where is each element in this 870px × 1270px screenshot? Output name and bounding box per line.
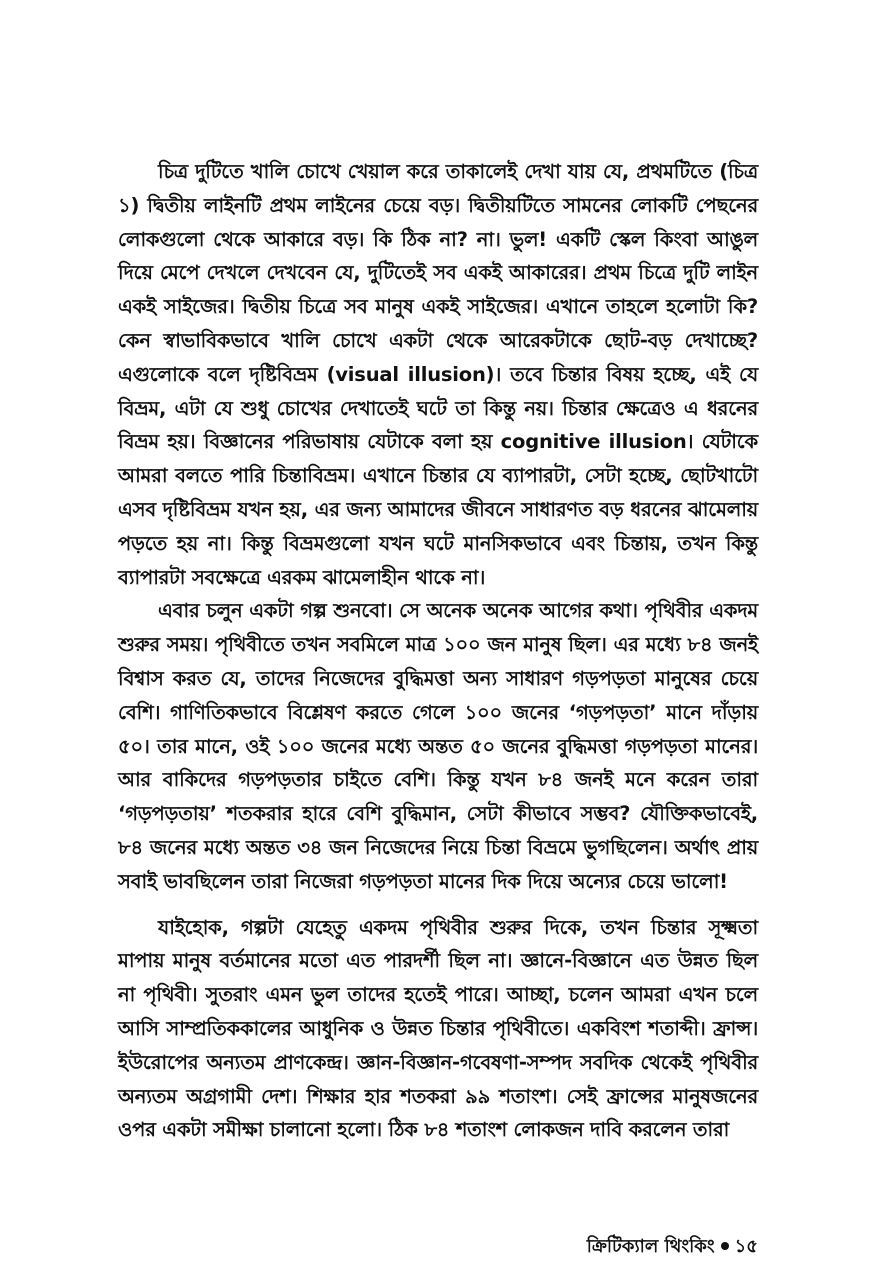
page-number: ১৫ — [734, 1236, 758, 1257]
paragraph-3: যাইহোক, গল্পটা যেহেতু একদম পৃথিবীর শুরুর দিকে, তখন চিন্তার সূক্ষ্মতা মাপায় মানুষ বর্তমানের মতো এত পারদর্শী ছিল না। জ্ঞানে-বিজ্ঞানে এত উন্নত ছিল না পৃথিবী। সুতরাং এমন ভুল তাদের হতেই পারে। আচ্ছা, চলেন আমরা এখন চলে আসি সাম্প্রতিককালের আধুনিক ও উন্নত চিন্তার পৃথিবীতে। একবিংশ শতাব্দী। ফ্রান্স। ইউরোপের অন্যতম প্রাণকেন্দ্র। জ্ঞান-বিজ্ঞান-গবেষণা-সম্পদ সবদিক থেকেই পৃথিবীর অন্যতম অগ্রগামী দেশ। শিক্ষার হার শতকরা ৯৯ শতাংশ। সেই ফ্রান্সের মানুষজনের ওপর একটা সমীক্ষা চালানো হলো। ঠিক ৮৪ শতাংশ লোকজন দাবি করলেন তারা — [118, 915, 758, 1142]
bullet-icon — [721, 1242, 729, 1250]
paragraph-2: এবার চলুন একটা গল্প শুনবো। সে অনেক অনেক আগের কথা। পৃথিবীর একদম শুরুর সময়। পৃথিবীতে তখন সবমিলে মাত্র ১০০ জন মানুষ ছিল। এর মধ্যে ৮৪ জনই বিশ্বাস করত যে, তাদের নিজেদের বুদ্ধিমত্তা অন্য সাধারণ গড়পড়তা মানুষের চেয়ে বেশি। গাণিতিকভাবে বিশ্লেষণ করতে গেলে ১০০ জনের ‘গড়পড়তা’ মানে দাঁড়ায় ৫০। তার মানে, ওই ১০০ জনের মধ্যে অন্তত ৫০ জনের বুদ্ধিমত্তা গড়পড়তা মানের। আর বাকিদের গড়পড়তার চাইতে বেশি। কিন্তু যখন ৮৪ জনই মনে করেন তারা ‘গড়পড়তায়’ শতকরার হারে বেশি বুদ্ধিমান, সেটা কীভাবে সম্ভব? যৌক্তিকভাবেই, ৮৪ জনের মধ্যে অন্তত ৩৪ জন নিজেদের নিয়ে চিন্তা বিভ্রমে ভুগছিলেন। অর্থাৎ প্রায় সবাই ভাবছিলেন তারা নিজেরা গড়পড়তা মানের দিক দিয়ে অন্যের চেয়ে ভালো! — [118, 599, 759, 893]
body-text — [118, 155, 758, 1147]
paragraph-1: চিত্র দুটিতে খালি চোখে খেয়াল করে তাকালেই দেখা যায় যে, প্রথমটিতে (চিত্র ১) দ্বিতীয় লাইনটি প্রথম লাইনের চেয়ে বড়। দ্বিতীয়টিতে সামনের লোকটি পেছনের লোকগুলো থেকে আকারে বড়। কি ঠিক না? না। ভুল! একটি স্কেল কিংবা আঙুল দিয়ে মেপে দেখলে দেখবেন যে, দুটিতেই সব একই আকারের। প্রথম চিত্রে দুটি লাইন একই সাইজের। দ্বিতীয় চিত্রে সব মানুষ একই সাইজের। এখানে তাহলে হলোটা কি? কেন স্বাভাবিকভাবে খালি চোখে একটা থেকে আরেকটাকে ছোট-বড় দেখাচ্ছে? এগুলোকে বলে দৃষ্টিবিভ্রম (visual illusion)। তবে চিন্তার বিষয় হচ্ছে, এই যে বিভ্রম, এটা যে শুধু চোখের দেখাতেই ঘটে তা কিন্তু নয়। চিন্তার ক্ষেত্রেও এ ধরনের বিভ্রম হয়। বিজ্ঞানের পরিভাষায় যেটাকে বলা হয় cognitive illusion। যেটাকে আমরা বলতে পারি চিন্তাবিভ্রম। এখানে চিন্তার যে ব্যাপারটা, সেটা হচ্ছে, ছোটখাটো এসব দৃষ্টিবিভ্রম যখন হয়, এর জন্য আমাদের জীবনে সাধারণত বড় ধরনের ঝামেলায় পড়তে হয় না। কিন্তু বিভ্রমগুলো যখন ঘটে মানসিকভাবে এবং চিন্তায়, তখন কিন্তু ব্যাপারটা সবক্ষেত্রে এরকম ঝামেলাহীন থাকে না। — [118, 160, 758, 589]
page-footer — [587, 1232, 758, 1263]
footer-book-title: ক্রিটিক্যাল থিংকিং — [586, 1236, 715, 1257]
